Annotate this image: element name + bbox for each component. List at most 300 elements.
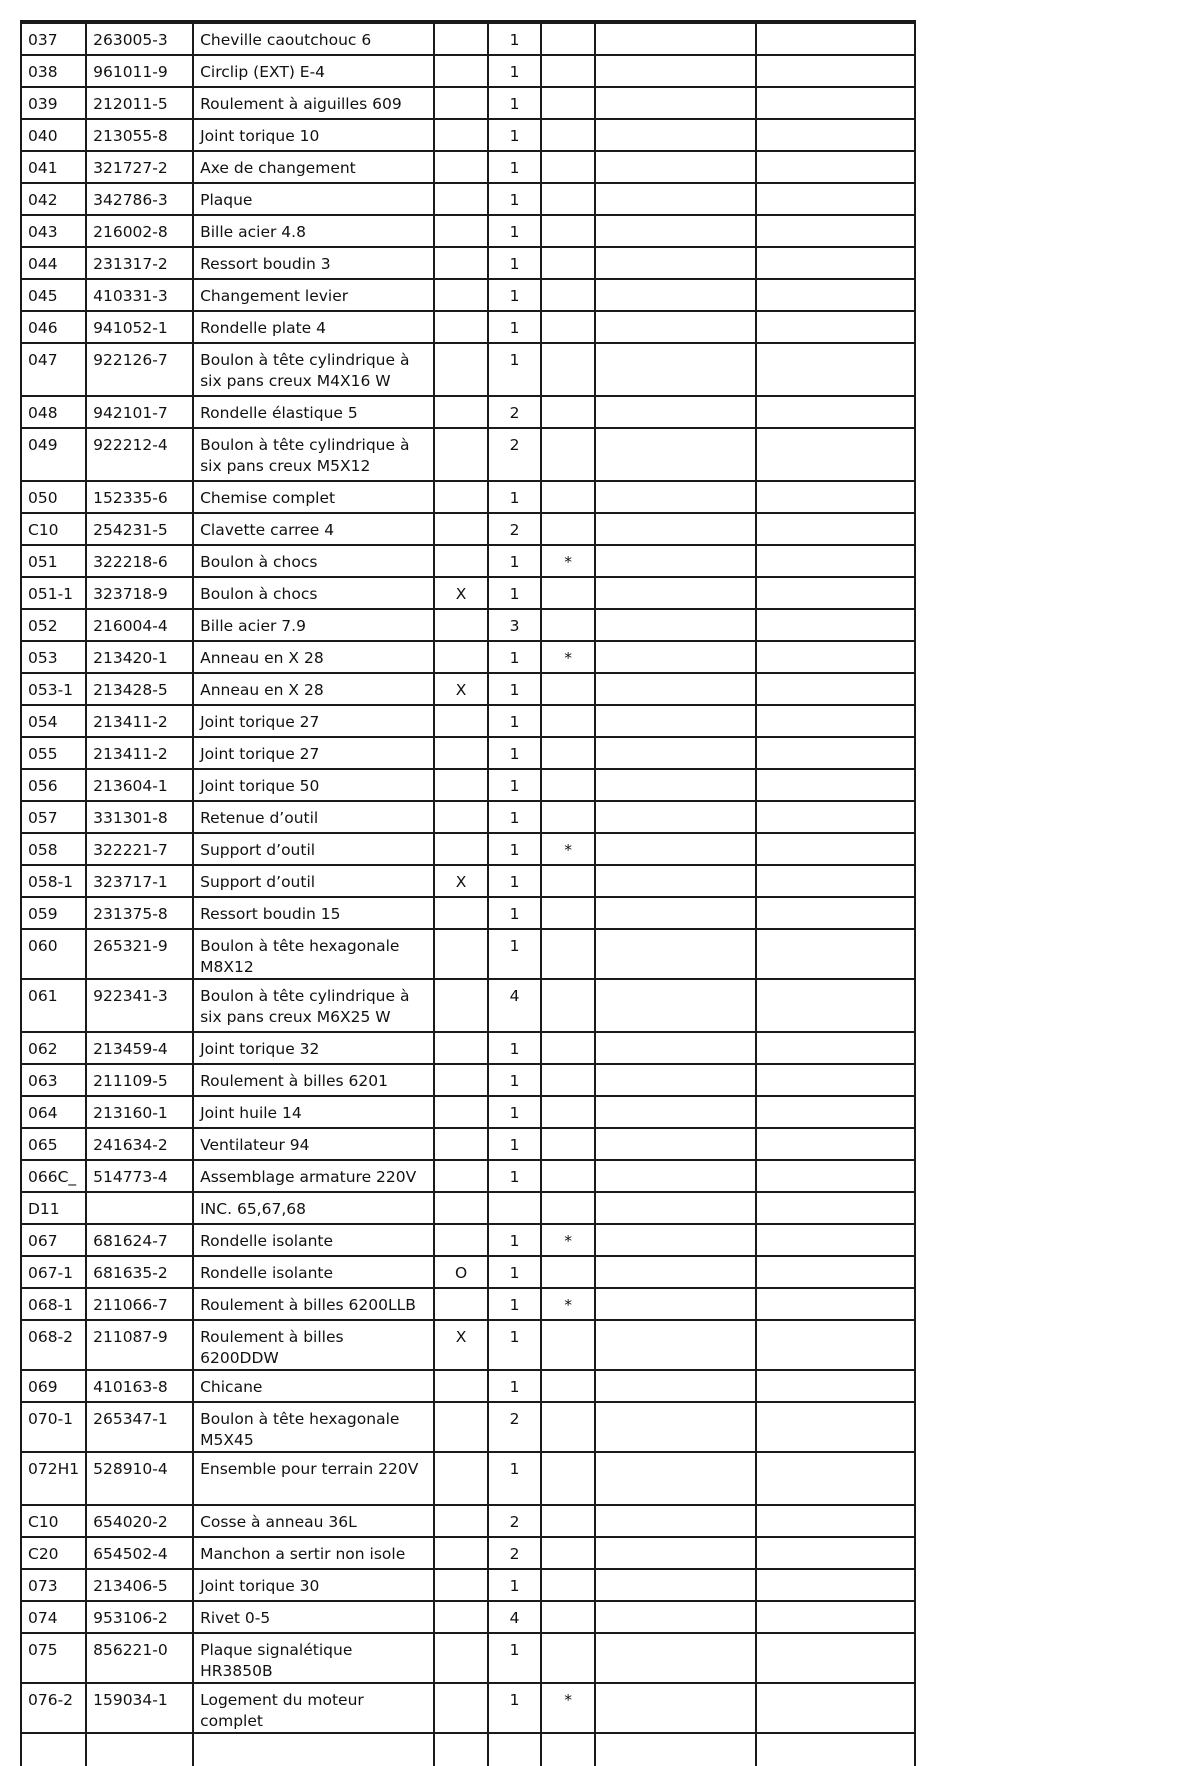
ref-number-cell: 046 xyxy=(21,311,86,343)
option-cell xyxy=(434,1601,488,1633)
part-number-cell: 922126-7 xyxy=(86,343,193,396)
ref-number-cell: 039 xyxy=(21,87,86,119)
option-cell xyxy=(434,55,488,87)
mark-cell xyxy=(541,1537,595,1569)
table-row xyxy=(21,215,915,247)
part-number-cell: 681624-7 xyxy=(86,1224,193,1256)
blank-cell xyxy=(756,311,915,343)
blank-cell xyxy=(756,55,915,87)
quantity-cell: 1 xyxy=(488,247,541,279)
option-cell xyxy=(434,215,488,247)
mark-cell xyxy=(541,1320,595,1370)
table-row xyxy=(21,1601,915,1633)
table-row xyxy=(21,396,915,428)
ref-number-cell: 048 xyxy=(21,396,86,428)
ref-number-cell: 041 xyxy=(21,151,86,183)
option-cell: O xyxy=(434,1256,488,1288)
blank-cell xyxy=(595,577,756,609)
ref-number-cell: 059 xyxy=(21,897,86,929)
table-row xyxy=(21,1452,915,1505)
quantity-cell: 1 xyxy=(488,1064,541,1096)
mark-cell xyxy=(541,1128,595,1160)
option-cell xyxy=(434,545,488,577)
blank-cell xyxy=(595,1402,756,1452)
table-row xyxy=(21,311,915,343)
option-cell xyxy=(434,1032,488,1064)
blank-cell xyxy=(595,55,756,87)
table-row xyxy=(21,545,915,577)
option-cell xyxy=(434,119,488,151)
option-cell xyxy=(434,1192,488,1224)
blank-cell xyxy=(595,833,756,865)
ref-number-cell: 043 xyxy=(21,215,86,247)
part-number-cell: 953106-2 xyxy=(86,1601,193,1633)
table-row xyxy=(21,577,915,609)
description-cell: Roulement à billes 6200DDW xyxy=(193,1320,434,1370)
description-cell: Clavette carree 4 xyxy=(193,513,434,545)
blank-cell xyxy=(756,979,915,1032)
option-cell xyxy=(434,929,488,979)
blank-cell xyxy=(756,577,915,609)
quantity-cell: 1 xyxy=(488,279,541,311)
quantity-cell: 1 xyxy=(488,1683,541,1733)
description-cell: Circlip (EXT) E-4 xyxy=(193,55,434,87)
option-cell xyxy=(434,737,488,769)
quantity-cell: 1 xyxy=(488,737,541,769)
ref-number-cell: 075 xyxy=(21,1633,86,1683)
part-number-cell: 322218-6 xyxy=(86,545,193,577)
description-cell: Joint torique 30 xyxy=(193,1569,434,1601)
option-cell xyxy=(434,1505,488,1537)
mark-cell xyxy=(541,865,595,897)
quantity-cell: 1 xyxy=(488,865,541,897)
ref-number-cell: 051-1 xyxy=(21,577,86,609)
blank-cell xyxy=(595,311,756,343)
description-cell: Ventilateur 94 xyxy=(193,1128,434,1160)
blank-cell xyxy=(756,343,915,396)
description-cell: Roulement à billes 6200LLB xyxy=(193,1288,434,1320)
ref-number-cell: 053-1 xyxy=(21,673,86,705)
mark-cell xyxy=(541,1096,595,1128)
table-row xyxy=(21,737,915,769)
blank-cell xyxy=(756,1256,915,1288)
blank-cell xyxy=(595,428,756,481)
mark-cell xyxy=(541,481,595,513)
ref-number-cell: 049 xyxy=(21,428,86,481)
table-row xyxy=(21,1569,915,1601)
description-cell: Ressort boudin 15 xyxy=(193,897,434,929)
ref-number-cell: 068-2 xyxy=(21,1320,86,1370)
option-cell xyxy=(434,641,488,673)
blank-cell xyxy=(595,481,756,513)
blank-cell xyxy=(756,396,915,428)
part-number-cell: 681635-2 xyxy=(86,1256,193,1288)
part-number-cell: 263005-3 xyxy=(86,22,193,55)
blank-cell xyxy=(595,1160,756,1192)
blank-cell xyxy=(21,1733,86,1766)
blank-cell xyxy=(756,1032,915,1064)
blank-cell xyxy=(756,1601,915,1633)
option-cell xyxy=(434,22,488,55)
mark-cell xyxy=(541,247,595,279)
quantity-cell: 1 xyxy=(488,1160,541,1192)
description-cell: Anneau en X 28 xyxy=(193,673,434,705)
blank-cell xyxy=(756,1224,915,1256)
table-row xyxy=(21,801,915,833)
blank-cell xyxy=(595,247,756,279)
ref-number-cell: 037 xyxy=(21,22,86,55)
quantity-cell: 1 xyxy=(488,311,541,343)
table-row xyxy=(21,865,915,897)
quantity-cell: 1 xyxy=(488,673,541,705)
option-cell xyxy=(434,705,488,737)
part-number-cell: 216002-8 xyxy=(86,215,193,247)
part-number-cell: 410331-3 xyxy=(86,279,193,311)
quantity-cell: 1 xyxy=(488,1370,541,1402)
table-row xyxy=(21,55,915,87)
option-cell: X xyxy=(434,673,488,705)
blank-cell xyxy=(595,396,756,428)
ref-number-cell: D11 xyxy=(21,1192,86,1224)
option-cell xyxy=(434,87,488,119)
blank-cell xyxy=(488,1733,541,1766)
part-number-cell: 941052-1 xyxy=(86,311,193,343)
blank-cell xyxy=(595,1064,756,1096)
ref-number-cell: 062 xyxy=(21,1032,86,1064)
blank-cell xyxy=(595,1320,756,1370)
blank-cell xyxy=(595,979,756,1032)
quantity-cell: 1 xyxy=(488,641,541,673)
part-number-cell: 514773-4 xyxy=(86,1160,193,1192)
ref-number-cell: 061 xyxy=(21,979,86,1032)
option-cell xyxy=(434,151,488,183)
option-cell xyxy=(434,1224,488,1256)
description-cell: Changement levier xyxy=(193,279,434,311)
ref-number-cell: 065 xyxy=(21,1128,86,1160)
table-row xyxy=(21,1160,915,1192)
quantity-cell: 1 xyxy=(488,215,541,247)
quantity-cell: 1 xyxy=(488,1569,541,1601)
option-cell xyxy=(434,1537,488,1569)
blank-cell xyxy=(756,1160,915,1192)
part-number-cell: 942101-7 xyxy=(86,396,193,428)
quantity-cell: 1 xyxy=(488,1096,541,1128)
quantity-cell: 2 xyxy=(488,1537,541,1569)
mark-cell xyxy=(541,1569,595,1601)
table-row xyxy=(21,1256,915,1288)
description-cell: Bille acier 4.8 xyxy=(193,215,434,247)
part-number-cell: 322221-7 xyxy=(86,833,193,865)
blank-cell xyxy=(86,1733,193,1766)
blank-cell xyxy=(595,545,756,577)
option-cell: X xyxy=(434,577,488,609)
part-number-cell: 213411-2 xyxy=(86,737,193,769)
part-number-cell: 528910-4 xyxy=(86,1452,193,1505)
description-cell: Support d’outil xyxy=(193,833,434,865)
ref-number-cell: 072H1 xyxy=(21,1452,86,1505)
quantity-cell: 1 xyxy=(488,833,541,865)
quantity-cell: 1 xyxy=(488,801,541,833)
quantity-cell: 2 xyxy=(488,1505,541,1537)
table-row xyxy=(21,151,915,183)
table-row xyxy=(21,609,915,641)
table-row xyxy=(21,1402,915,1452)
ref-number-cell: 064 xyxy=(21,1096,86,1128)
ref-number-cell: 070-1 xyxy=(21,1402,86,1452)
mark-cell: * xyxy=(541,1224,595,1256)
part-number-cell: 241634-2 xyxy=(86,1128,193,1160)
blank-cell xyxy=(595,801,756,833)
blank-cell xyxy=(756,215,915,247)
blank-cell xyxy=(756,1288,915,1320)
mark-cell: * xyxy=(541,1288,595,1320)
blank-cell xyxy=(541,1733,595,1766)
table-row xyxy=(21,1128,915,1160)
mark-cell xyxy=(541,343,595,396)
blank-cell xyxy=(595,673,756,705)
blank-cell xyxy=(756,151,915,183)
blank-cell xyxy=(756,705,915,737)
part-number-cell: 213420-1 xyxy=(86,641,193,673)
blank-cell xyxy=(595,865,756,897)
mark-cell xyxy=(541,897,595,929)
quantity-cell: 1 xyxy=(488,1032,541,1064)
blank-cell xyxy=(595,705,756,737)
blank-cell xyxy=(756,22,915,55)
mark-cell xyxy=(541,673,595,705)
description-cell: Joint torique 27 xyxy=(193,737,434,769)
part-number-cell: 654502-4 xyxy=(86,1537,193,1569)
table-row xyxy=(21,343,915,396)
blank-cell xyxy=(595,737,756,769)
part-number-cell: 265347-1 xyxy=(86,1402,193,1452)
blank-cell xyxy=(595,1192,756,1224)
option-cell xyxy=(434,1096,488,1128)
quantity-cell: 1 xyxy=(488,705,541,737)
blank-cell xyxy=(595,1733,756,1766)
mark-cell xyxy=(541,513,595,545)
blank-cell xyxy=(756,865,915,897)
option-cell xyxy=(434,769,488,801)
ref-number-cell: 042 xyxy=(21,183,86,215)
table-row xyxy=(21,979,915,1032)
description-cell: Bille acier 7.9 xyxy=(193,609,434,641)
table-row xyxy=(21,1096,915,1128)
ref-number-cell: 045 xyxy=(21,279,86,311)
blank-cell xyxy=(595,769,756,801)
quantity-cell: 1 xyxy=(488,1452,541,1505)
quantity-cell: 1 xyxy=(488,343,541,396)
quantity-cell: 1 xyxy=(488,119,541,151)
table-row xyxy=(21,428,915,481)
part-number-cell: 231375-8 xyxy=(86,897,193,929)
option-cell xyxy=(434,513,488,545)
ref-number-cell: 051 xyxy=(21,545,86,577)
description-cell: Boulon à tête cylindrique à six pans creux M5X12 xyxy=(193,428,434,481)
mark-cell xyxy=(541,311,595,343)
part-number-cell: 213406-5 xyxy=(86,1569,193,1601)
blank-cell xyxy=(595,183,756,215)
ref-number-cell: 040 xyxy=(21,119,86,151)
blank-cell xyxy=(595,1370,756,1402)
ref-number-cell: 067 xyxy=(21,1224,86,1256)
mark-cell xyxy=(541,1032,595,1064)
part-number-cell: 922341-3 xyxy=(86,979,193,1032)
part-number-cell: 342786-3 xyxy=(86,183,193,215)
blank-cell xyxy=(595,929,756,979)
part-number-cell: 211087-9 xyxy=(86,1320,193,1370)
quantity-cell: 1 xyxy=(488,22,541,55)
blank-cell xyxy=(595,1633,756,1683)
part-number-cell: 213428-5 xyxy=(86,673,193,705)
quantity-cell: 1 xyxy=(488,769,541,801)
part-number-cell: 922212-4 xyxy=(86,428,193,481)
table-row xyxy=(21,87,915,119)
quantity-cell: 1 xyxy=(488,1633,541,1683)
description-cell: Joint huile 14 xyxy=(193,1096,434,1128)
blank-cell xyxy=(756,279,915,311)
mark-cell xyxy=(541,22,595,55)
mark-cell xyxy=(541,183,595,215)
part-number-cell: 211066-7 xyxy=(86,1288,193,1320)
blank-cell xyxy=(756,247,915,279)
part-number-cell: 410163-8 xyxy=(86,1370,193,1402)
table-row xyxy=(21,769,915,801)
ref-number-cell: C20 xyxy=(21,1537,86,1569)
quantity-cell: 4 xyxy=(488,979,541,1032)
mark-cell xyxy=(541,801,595,833)
blank-cell xyxy=(595,609,756,641)
blank-cell xyxy=(756,1370,915,1402)
description-cell: Joint torique 32 xyxy=(193,1032,434,1064)
description-cell: INC. 65,67,68 xyxy=(193,1192,434,1224)
table-row xyxy=(21,183,915,215)
table-row xyxy=(21,1320,915,1370)
blank-cell xyxy=(595,1601,756,1633)
blank-cell xyxy=(756,481,915,513)
mark-cell: * xyxy=(541,641,595,673)
blank-cell xyxy=(595,1537,756,1569)
quantity-cell: 2 xyxy=(488,396,541,428)
part-number-cell: 331301-8 xyxy=(86,801,193,833)
mark-cell xyxy=(541,1370,595,1402)
mark-cell xyxy=(541,55,595,87)
blank-cell xyxy=(595,1452,756,1505)
description-cell: Logement du moteur complet xyxy=(193,1683,434,1733)
description-cell: Rondelle plate 4 xyxy=(193,311,434,343)
part-number-cell: 231317-2 xyxy=(86,247,193,279)
option-cell xyxy=(434,481,488,513)
option-cell xyxy=(434,183,488,215)
table-row xyxy=(21,833,915,865)
ref-number-cell: 044 xyxy=(21,247,86,279)
blank-cell xyxy=(595,151,756,183)
blank-cell xyxy=(756,1452,915,1505)
part-number-cell xyxy=(86,1192,193,1224)
option-cell xyxy=(434,1683,488,1733)
ref-number-cell: 056 xyxy=(21,769,86,801)
quantity-cell: 1 xyxy=(488,481,541,513)
table-row xyxy=(21,22,915,55)
description-cell: Ressort boudin 3 xyxy=(193,247,434,279)
blank-cell xyxy=(595,215,756,247)
ref-number-cell: 066C_ xyxy=(21,1160,86,1192)
option-cell xyxy=(434,1160,488,1192)
blank-cell xyxy=(756,1733,915,1766)
mark-cell xyxy=(541,215,595,247)
option-cell xyxy=(434,1064,488,1096)
mark-cell xyxy=(541,577,595,609)
option-cell xyxy=(434,1452,488,1505)
mark-cell xyxy=(541,705,595,737)
blank-cell xyxy=(595,1505,756,1537)
mark-cell: * xyxy=(541,545,595,577)
part-number-cell: 265321-9 xyxy=(86,929,193,979)
mark-cell xyxy=(541,1601,595,1633)
description-cell: Rondelle élastique 5 xyxy=(193,396,434,428)
option-cell xyxy=(434,1370,488,1402)
ref-number-cell: 058 xyxy=(21,833,86,865)
parts-table xyxy=(20,20,916,1766)
mark-cell xyxy=(541,428,595,481)
blank-cell xyxy=(756,183,915,215)
part-number-cell: 323718-9 xyxy=(86,577,193,609)
table-row xyxy=(21,1683,915,1733)
part-number-cell: 321727-2 xyxy=(86,151,193,183)
part-number-cell: 152335-6 xyxy=(86,481,193,513)
description-cell: Boulon à tête hexagonale M8X12 xyxy=(193,929,434,979)
blank-cell xyxy=(595,1256,756,1288)
description-cell: Joint torique 27 xyxy=(193,705,434,737)
part-number-cell: 254231-5 xyxy=(86,513,193,545)
blank-cell xyxy=(756,513,915,545)
table-row xyxy=(21,673,915,705)
option-cell xyxy=(434,1569,488,1601)
mark-cell xyxy=(541,279,595,311)
description-cell: Support d’outil xyxy=(193,865,434,897)
ref-number-cell: 038 xyxy=(21,55,86,87)
part-number-cell: 212011-5 xyxy=(86,87,193,119)
table-row xyxy=(21,1505,915,1537)
table-row xyxy=(21,641,915,673)
description-cell: Rivet 0-5 xyxy=(193,1601,434,1633)
table-row xyxy=(21,1192,915,1224)
blank-cell xyxy=(756,87,915,119)
option-cell xyxy=(434,1633,488,1683)
blank-cell xyxy=(756,428,915,481)
ref-number-cell: 053 xyxy=(21,641,86,673)
quantity-cell xyxy=(488,1192,541,1224)
table-row xyxy=(21,897,915,929)
description-cell: Boulon à tête hexagonale M5X45 xyxy=(193,1402,434,1452)
option-cell xyxy=(434,247,488,279)
description-cell: Chemise complet xyxy=(193,481,434,513)
option-cell xyxy=(434,343,488,396)
blank-cell xyxy=(595,641,756,673)
mark-cell xyxy=(541,929,595,979)
blank-cell xyxy=(434,1733,488,1766)
ref-number-cell: 076-2 xyxy=(21,1683,86,1733)
mark-cell xyxy=(541,119,595,151)
table-row xyxy=(21,247,915,279)
table-row xyxy=(21,1633,915,1683)
ref-number-cell: 067-1 xyxy=(21,1256,86,1288)
ref-number-cell: 057 xyxy=(21,801,86,833)
mark-cell xyxy=(541,737,595,769)
table-row xyxy=(21,1032,915,1064)
blank-cell xyxy=(756,545,915,577)
blank-cell xyxy=(756,1128,915,1160)
